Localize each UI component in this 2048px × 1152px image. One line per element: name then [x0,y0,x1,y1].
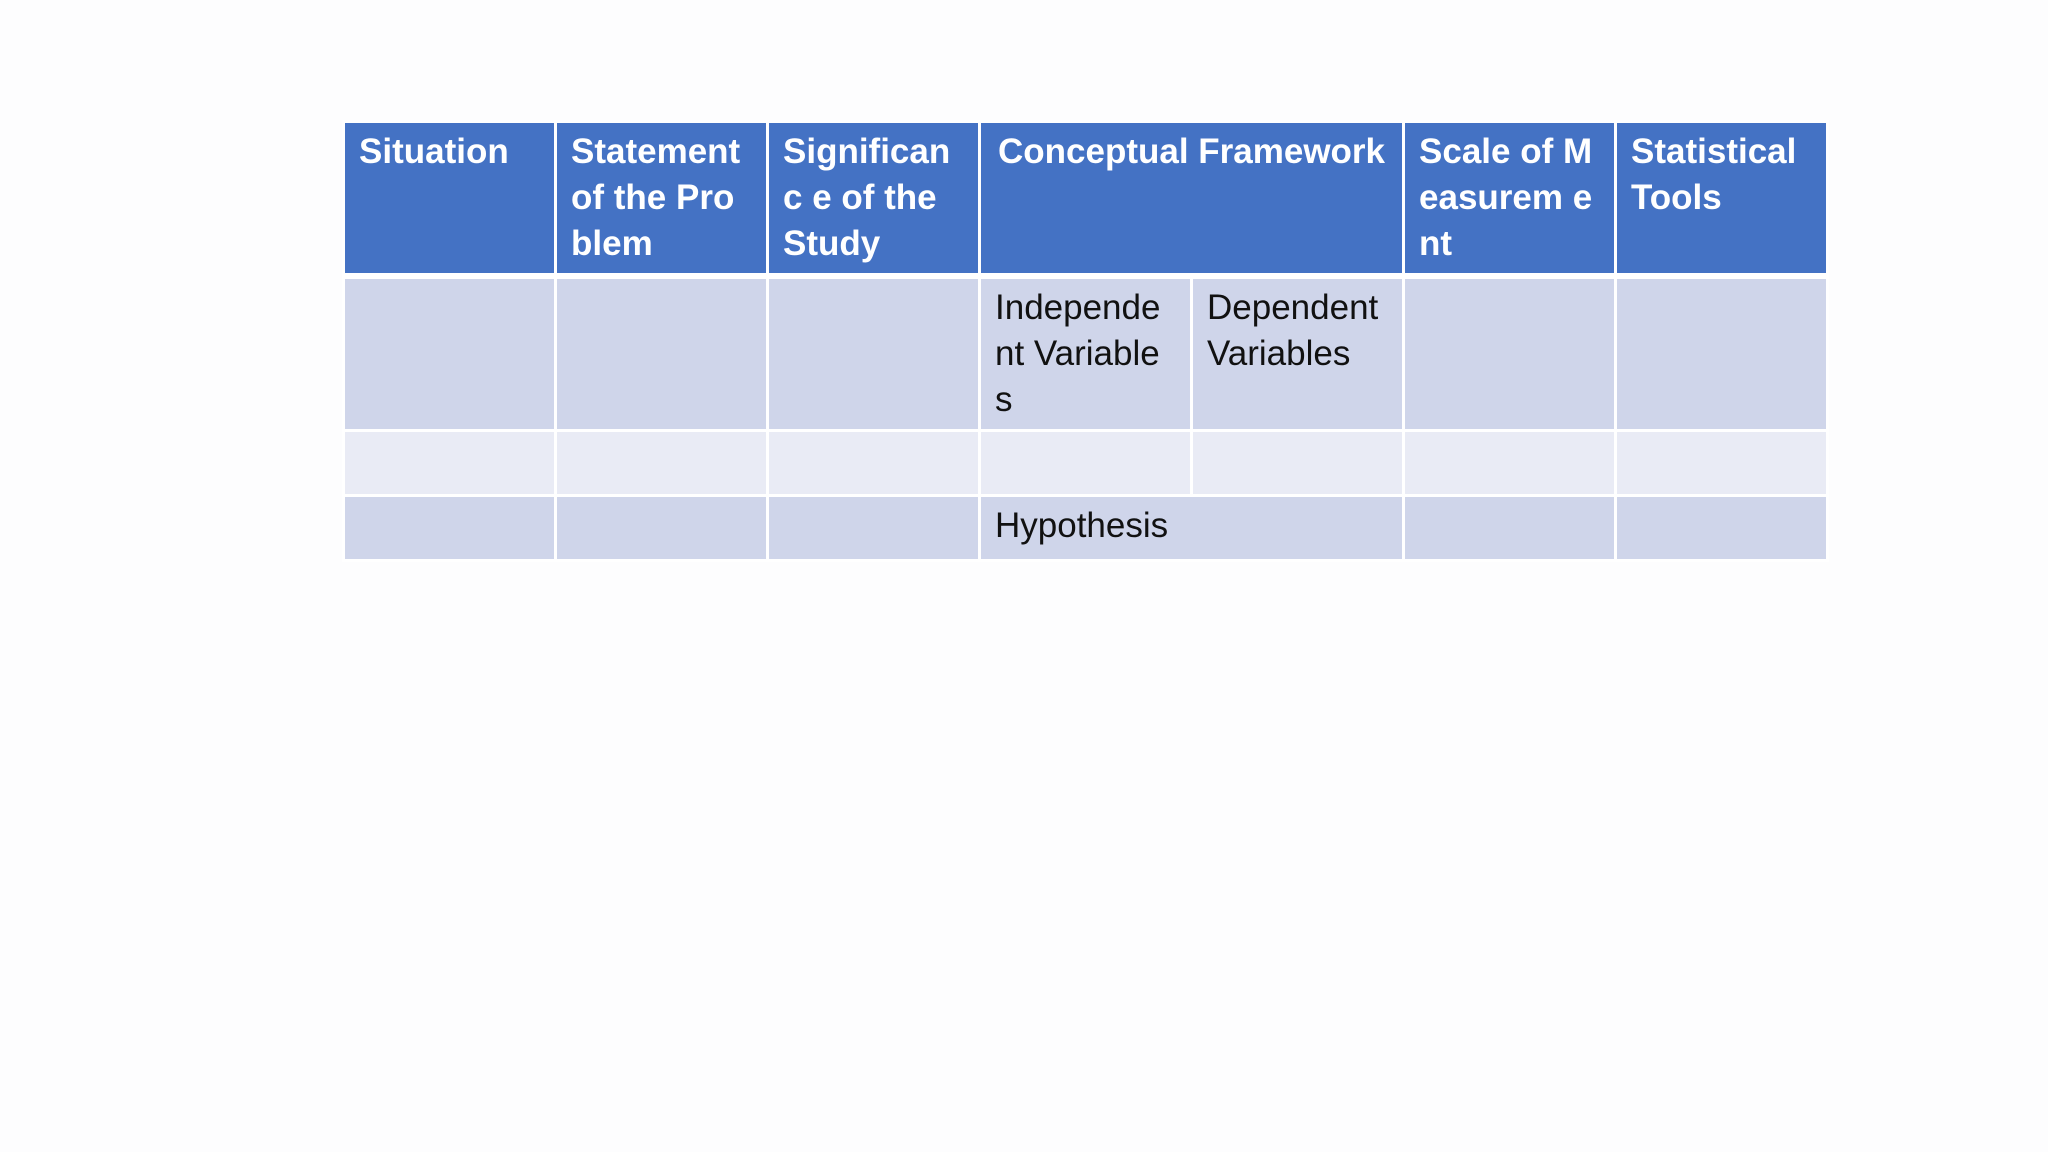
cell-situation [344,276,556,431]
cell-empty [1616,496,1828,561]
research-framework-table [342,120,2041,562]
cell-empty [768,431,980,496]
cell-empty [1404,431,1616,496]
cell-tools [1616,276,1828,431]
table-row [344,431,2040,496]
cell-empty [344,496,556,561]
table-row [344,496,2040,561]
cell-empty [556,431,768,496]
header-statistical-tools: Statistical Tools [1616,122,1828,277]
header-conceptual-framework: Conceptual Framework [980,122,1404,277]
table-header-row [344,122,2040,277]
cell-empty [1192,431,1404,496]
header-statement-of-the-problem: Statement of the Problem [556,122,768,277]
cell-statement [556,276,768,431]
cell-independent-variables: Independe nt Variables [980,276,1192,431]
cell-scale [1404,276,1616,431]
table-row [344,276,2040,431]
cell-empty [556,496,768,561]
cell-significance [768,276,980,431]
header-scale-of-measurement: Scale of Measurem ent [1404,122,1616,277]
cell-empty [768,496,980,561]
cell-dependent-variables: Dependent Variables [1192,276,1404,431]
cell-hypothesis: Hypothesis [980,496,1404,561]
cell-empty [1404,496,1616,561]
cell-empty [980,431,1192,496]
cell-empty [344,431,556,496]
cell-empty [1616,431,1828,496]
header-situation: Situation [344,122,556,277]
header-significance-of-the-study: Significanc e of the Study [768,122,980,277]
